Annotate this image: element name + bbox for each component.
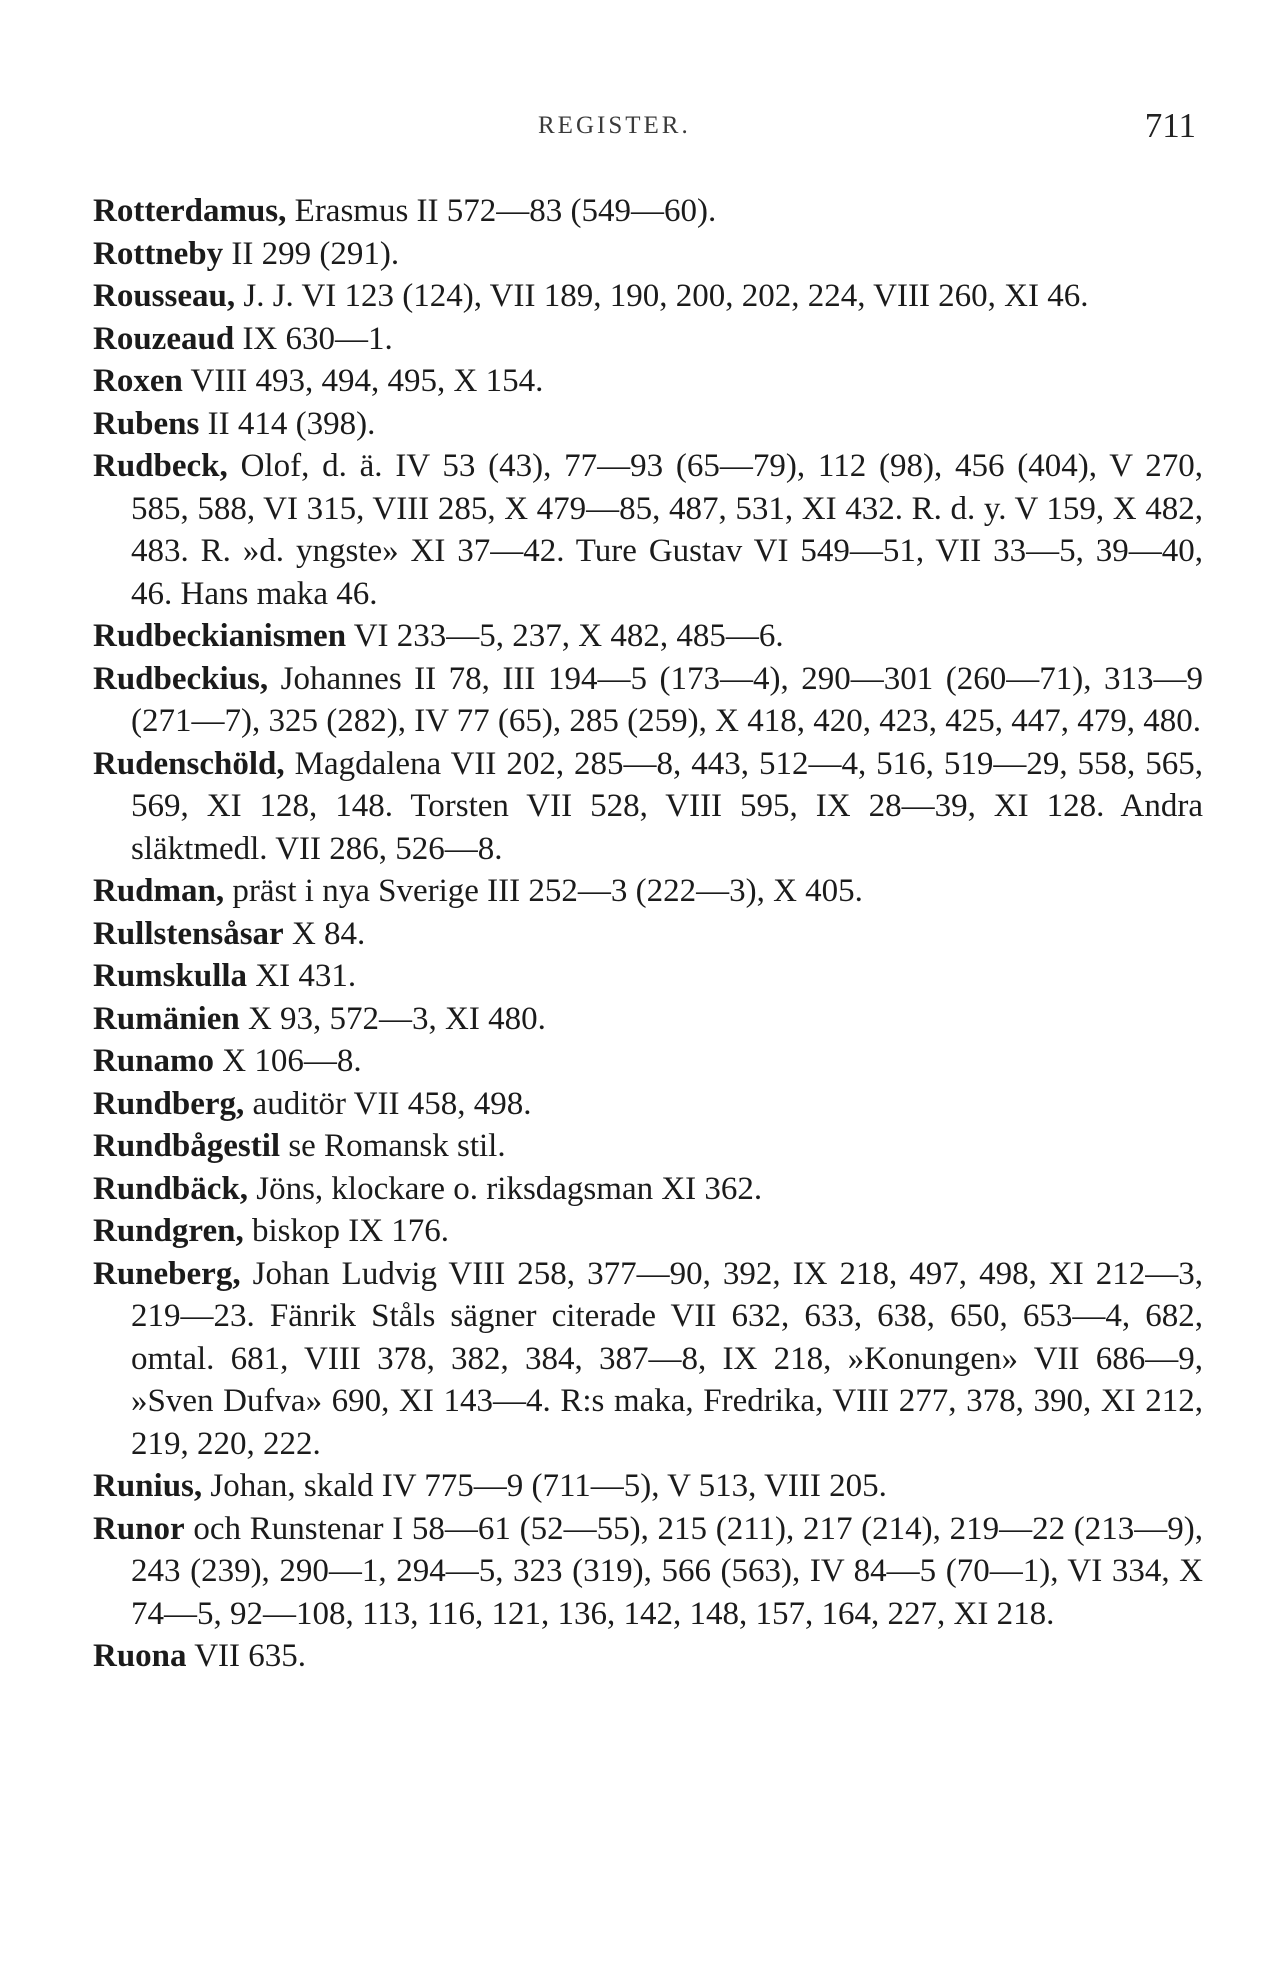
index-entries [93, 190, 1203, 1678]
entry-text: Jöns, klockare o. riksdagsman XI 362. [248, 1170, 763, 1207]
entry-head: Rudbeck, [93, 448, 228, 484]
entry-head: Runeberg, [93, 1255, 241, 1292]
index-entry [93, 1465, 1203, 1508]
entry-text: J. J. VI 123 (124), VII 189, 190, 200, 202, 224, VIII 260, XI 46. [235, 278, 1089, 314]
entry-text: se Romansk stil. [280, 1128, 506, 1164]
index-entry [93, 658, 1203, 743]
index-entry [93, 615, 1203, 658]
entry-head: Rousseau, [93, 278, 236, 314]
entry-text: auditör VII 458, 498. [244, 1085, 532, 1122]
entry-text: XI 431. [247, 958, 357, 994]
running-head: REGISTER. [538, 112, 691, 139]
entry-text: Johan Ludvig VIII 258, 377—90, 392, IX 218, 497, 498, XI 212—3, 219—23. Fänrik Ståls sägner citerade VII 632, 633, 638, 650, 653—4, 682, omtal. 681, VIII 378, 382, 384, 387—8, IX 218, »Konungen» VII 686—9, »Sven Dufva» 690, XI 143—4. R:s maka, Fredrika, VIII 277, 378, 390, XI 212, 219, 220, 222. [131, 1255, 1203, 1462]
entry-text: II 414 (398). [199, 405, 376, 442]
entry-text: Johannes II 78, III 194—5 (173—4), 290—301 (260—71), 313—9 (271—7), 325 (282), IV 77 (65), 285 (259), X 418, 420, 423, 425, 447, 479, 480. [131, 660, 1203, 739]
index-entry [93, 275, 1203, 318]
entry-head: Rullstensåsar [93, 915, 284, 952]
entry-head: Rumskulla [93, 958, 248, 994]
entry-head: Rotterdamus, [93, 193, 287, 229]
index-entry [93, 233, 1203, 276]
entry-head: Rundbågestil [93, 1128, 281, 1164]
index-entry [93, 1508, 1203, 1636]
index-entry [93, 445, 1203, 615]
page-number: 711 [1144, 106, 1196, 145]
entry-text: präst i nya Sverige III 252—3 (222—3), X 405. [224, 873, 863, 909]
entry-head: Roxen [93, 363, 183, 399]
index-entry [93, 318, 1203, 361]
index-entry [93, 955, 1203, 998]
entry-head: Rumänien [93, 1000, 240, 1037]
index-entry [93, 1125, 1203, 1168]
index-entry [93, 913, 1203, 956]
index-entry [93, 403, 1203, 446]
entry-text: biskop IX 176. [243, 1213, 450, 1249]
entry-text: X 93, 572—3, XI 480. [239, 1000, 546, 1037]
entry-text: IX 630—1. [234, 320, 393, 357]
entry-head: Rouzeaud [93, 320, 235, 357]
entry-text: Johan, skald IV 775—9 (711—5), V 513, VIII 205. [202, 1468, 887, 1504]
entry-head: Rundberg, [93, 1085, 245, 1122]
index-entry [93, 998, 1203, 1041]
entry-text: X 106—8. [214, 1043, 362, 1079]
entry-text: Magdalena VII 202, 285—8, 443, 512—4, 516, 519—29, 558, 565, 569, XI 128, 148. Torsten VII 528, VIII 595, IX 28—39, XI 128. Andra släktmedl. VII 286, 526—8. [131, 745, 1203, 867]
entry-text: Erasmus II 572—83 (549—60). [286, 193, 717, 229]
index-entry [93, 1210, 1203, 1253]
entry-head: Rundbäck, [93, 1170, 248, 1207]
entry-text: Olof, d. ä. IV 53 (43), 77—93 (65—79), 112 (98), 456 (404), V 270, 585, 588, VI 315, VIII 285, X 479—85, 487, 531, XI 432. R. d. y. V 159, X 482, 483. R. »d. yngste» XI 37—42. Ture Gustav VI 549—51, VII 33—5, 39—40, 46. Hans maka 46. [131, 448, 1203, 612]
entry-head: Runius, [93, 1468, 203, 1504]
index-entry [93, 1040, 1203, 1083]
entry-head: Rottneby [93, 235, 224, 272]
entry-head: Rudenschöld, [93, 745, 285, 782]
index-entry [93, 190, 1203, 233]
index-entry [93, 1635, 1203, 1678]
entry-text: II 299 (291). [223, 235, 400, 272]
entry-head: Runor [93, 1510, 185, 1547]
index-entry [93, 1253, 1203, 1466]
entry-head: Rudbeckianismen [93, 618, 347, 654]
entry-head: Rundgren, [93, 1213, 244, 1249]
entry-head: Ruona [93, 1638, 187, 1674]
index-entry [93, 870, 1203, 913]
entry-text: VII 635. [186, 1638, 307, 1674]
entry-text: X 84. [283, 915, 366, 952]
index-entry [93, 1168, 1203, 1211]
entry-head: Rubens [93, 405, 200, 442]
entry-head: Rudbeckius, [93, 660, 269, 697]
entry-text: och Runstenar I 58—61 (52—55), 215 (211), 217 (214), 219—22 (213—9), 243 (239), 290—1, 294—5, 323 (319), 566 (563), IV 84—5 (70—1), VI 334, X 74—5, 92—108, 113, 116, 121, 136, 142, 148, 157, 164, 227, XI 218. [131, 1510, 1203, 1632]
index-entry [93, 1083, 1203, 1126]
index-entry [93, 360, 1203, 403]
entry-head: Runamo [93, 1043, 215, 1079]
entry-head: Rudman, [93, 873, 225, 909]
entry-text: VI 233—5, 237, X 482, 485—6. [346, 618, 784, 654]
index-entry [93, 743, 1203, 871]
entry-text: VIII 493, 494, 495, X 154. [182, 363, 544, 399]
